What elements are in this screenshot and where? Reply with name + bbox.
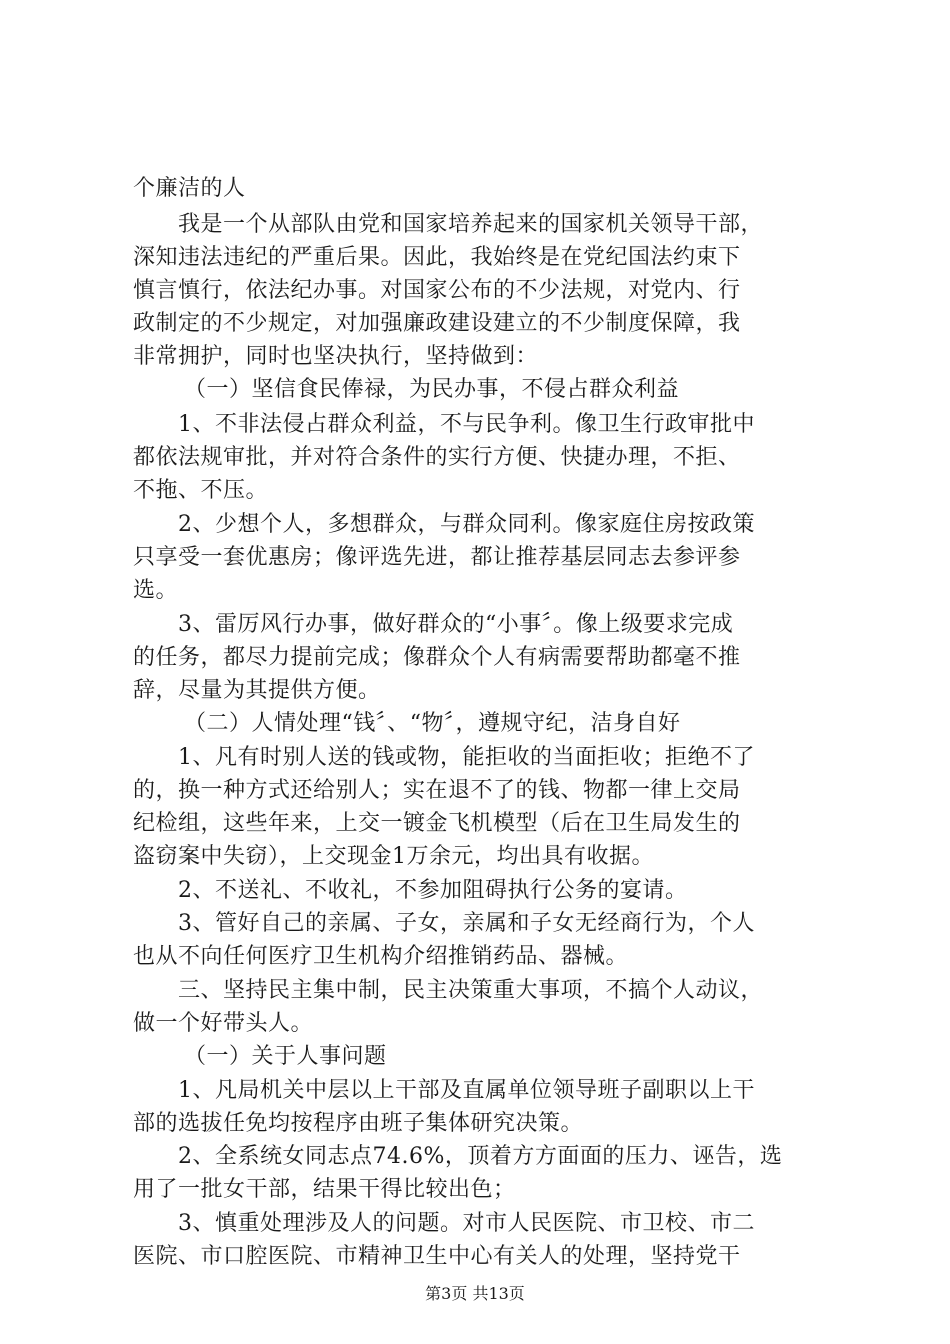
text-line-28: 1、凡局机关中层以上干部及直属单位领导班子副职以上干 xyxy=(133,1078,755,1103)
page-footer xyxy=(0,1284,950,1304)
page-number-label: 第3页 共13页 xyxy=(425,1284,525,1303)
text-line-24: 也从不向任何医疗卫生机构介绍推销药品、器械。 xyxy=(133,944,629,969)
text-line-31: 用了一批女干部，结果干得比较出色； xyxy=(133,1177,516,1202)
text-line-12: 只享受一套优惠房；像评选先进，都让推荐基层同志去参评参 xyxy=(133,545,741,570)
text-line-21: 盗窃案中失窃），上交现金1万余元，均出具有收据。 xyxy=(133,844,654,869)
text-line-1: 个廉洁的人 xyxy=(133,176,246,201)
text-line-10: 不拖、不压。 xyxy=(133,478,269,503)
text-line-29: 部的选拔任免均按程序由班子集体研究决策。 xyxy=(133,1111,584,1136)
text-line-17: （二）人情处理“钱〞、“物〞，遵规守纪，洁身自好 xyxy=(150,711,681,736)
text-line-18: 1、凡有时别人送的钱或物，能拒收的当面拒收；拒绝不了 xyxy=(133,745,755,770)
text-line-26: 做一个好带头人。 xyxy=(133,1011,314,1036)
text-line-9: 都依法规审批，并对符合条件的实行方便、快捷办理，不拒、 xyxy=(133,445,741,470)
text-line-20: 纪检组，这些年来，上交一镀金飞机模型（后在卫生局发生的 xyxy=(133,811,741,836)
text-line-6: 非常拥护，同时也坚决执行，坚持做到： xyxy=(133,344,539,369)
text-line-30: 2、全系统女同志点74.6%，顶着方方面面的压力、诬告，选 xyxy=(133,1144,783,1169)
text-line-15: 的任务，都尽力提前完成；像群众个人有病需要帮助都毫不推 xyxy=(133,645,741,670)
text-line-33: 医院、市口腔医院、市精神卫生中心有关人的处理，坚持党干 xyxy=(133,1244,741,1269)
text-line-19: 的，换一种方式还给别人；实在退不了的钱、物都一律上交局 xyxy=(133,778,741,803)
text-line-3: 深知违法违纪的严重后果。因此，我始终是在党纪国法约束下 xyxy=(133,245,741,270)
text-line-7: （一）坚信食民俸禄，为民办事，不侵占群众利益 xyxy=(150,377,680,402)
text-line-22: 2、不送礼、不收礼，不参加阻碍执行公务的宴请。 xyxy=(133,878,688,903)
text-line-13: 选。 xyxy=(133,578,179,603)
text-line-32: 3、慎重处理涉及人的问题。对市人民医院、市卫校、市二 xyxy=(133,1211,755,1236)
text-line-27: （一）关于人事问题 xyxy=(150,1044,387,1069)
text-line-5: 政制定的不少规定，对加强廉政建设建立的不少制度保障，我 xyxy=(133,311,741,336)
text-line-2: 我是一个从部队由党和国家培养起来的国家机关领导干部， xyxy=(133,212,764,237)
text-line-11: 2、少想个人，多想群众，与群众同利。像家庭住房按政策 xyxy=(133,512,755,537)
text-line-4: 慎言慎行，依法纪办事。对国家公布的不少法规，对党内、行 xyxy=(133,278,741,303)
text-line-25: 三、坚持民主集中制，民主决策重大事项，不搞个人动议， xyxy=(133,978,764,1003)
text-line-8: 1、不非法侵占群众利益，不与民争利。像卫生行政审批中 xyxy=(133,412,755,437)
text-line-16: 辞，尽量为其提供方便。 xyxy=(133,678,381,703)
text-line-14: 3、雷厉风行办事，做好群众的“小事〞。像上级要求完成 xyxy=(133,612,734,637)
text-line-23: 3、管好自己的亲属、子女，亲属和子女无经商行为，个人 xyxy=(133,911,755,936)
